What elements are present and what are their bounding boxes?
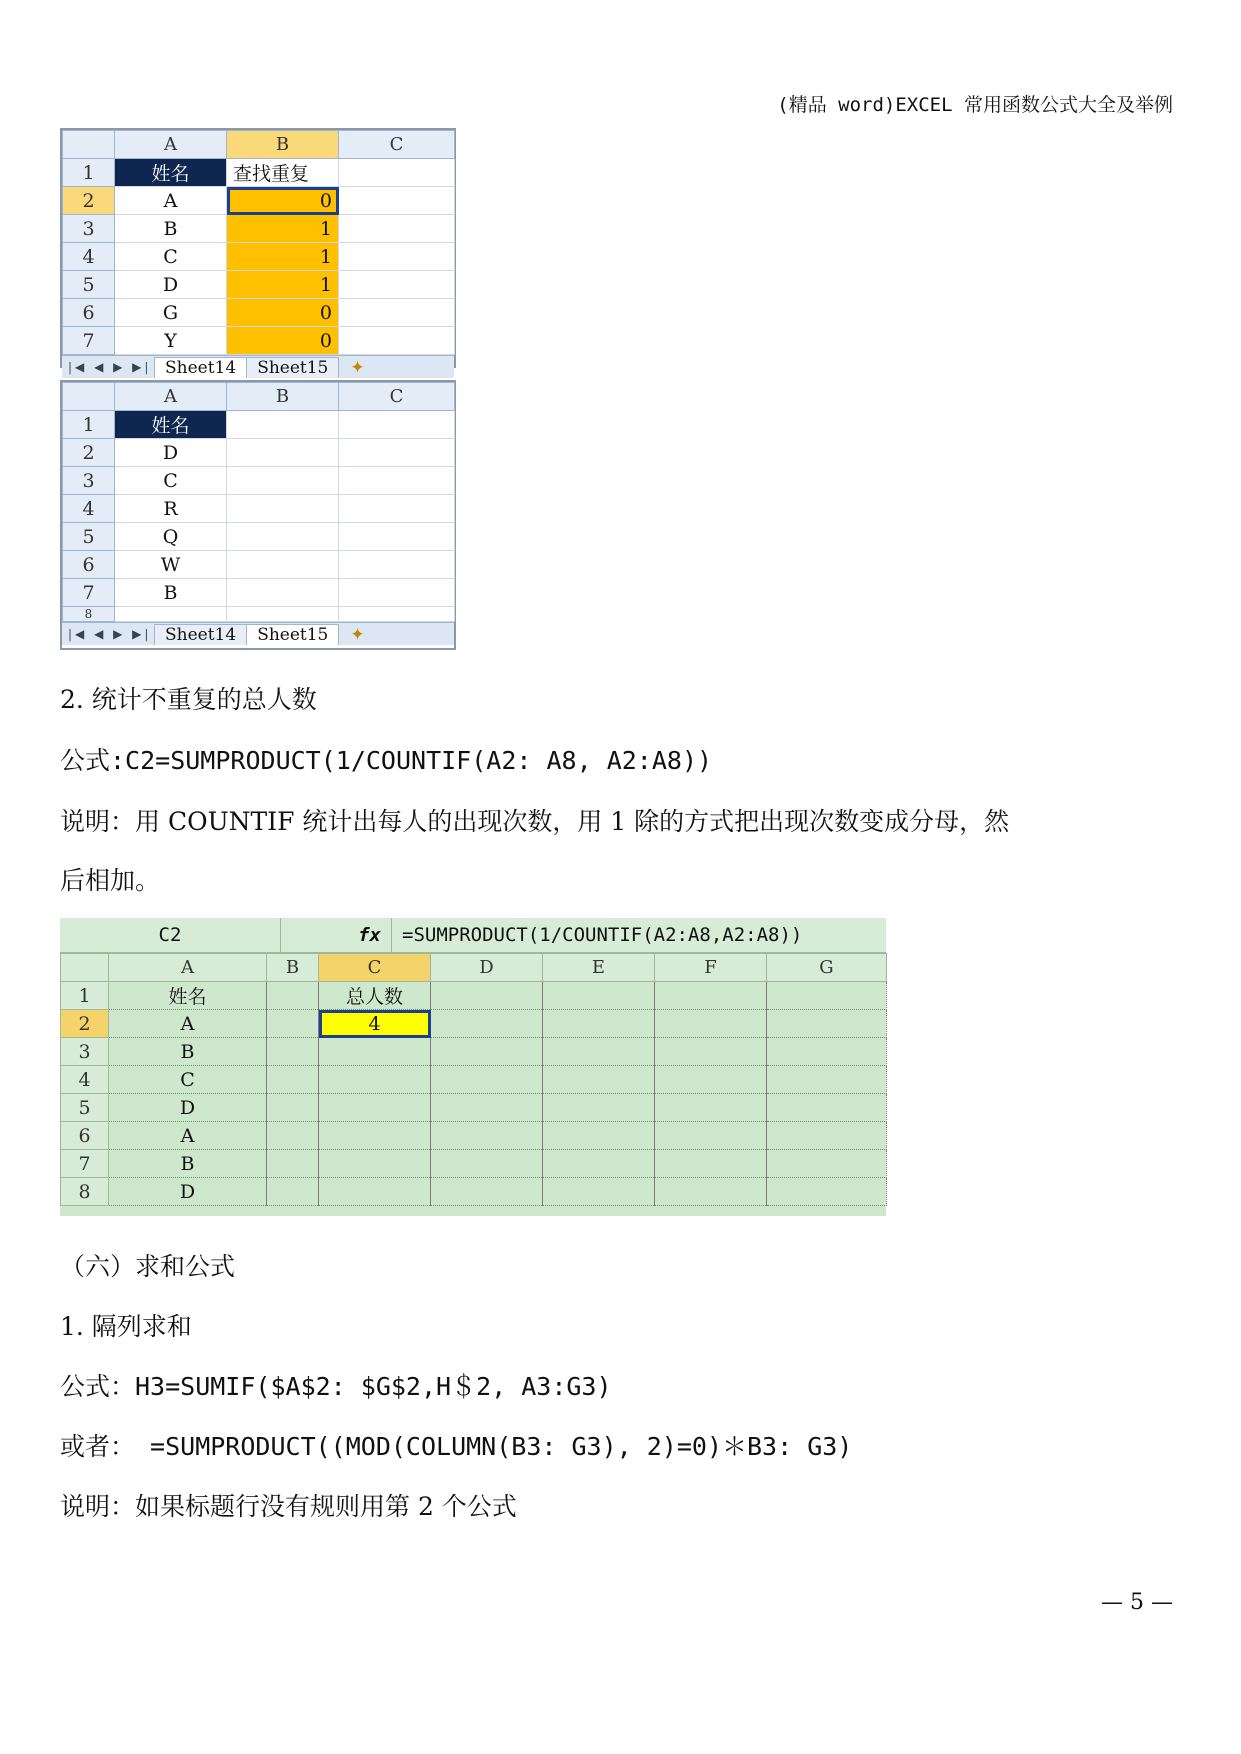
row-header: 3 xyxy=(63,215,115,243)
cell xyxy=(655,1178,767,1206)
col-header-c: C xyxy=(339,131,455,159)
col-header-c: C xyxy=(319,954,431,982)
cell-c xyxy=(339,299,455,327)
cell-a: Y xyxy=(115,327,227,355)
sheet14-grid xyxy=(62,130,455,355)
cell-b xyxy=(227,607,339,622)
cell-a: R xyxy=(115,495,227,523)
cell-b xyxy=(227,411,339,439)
cell-a: C xyxy=(115,467,227,495)
cell xyxy=(655,1122,767,1150)
cell-a: A xyxy=(115,187,227,215)
cell-a xyxy=(115,607,227,622)
page-number: — 5 — xyxy=(1101,1590,1173,1615)
col-header-g: G xyxy=(767,954,887,982)
section2-note-line2: 后相加。 xyxy=(60,866,161,895)
cell-b xyxy=(267,1010,319,1038)
cell-b: 0 xyxy=(227,327,339,355)
cell-a: C xyxy=(115,243,227,271)
tab-sheet14[interactable]: Sheet14 xyxy=(154,624,247,645)
row-header: 1 xyxy=(61,982,109,1010)
cell xyxy=(319,1094,431,1122)
cell xyxy=(767,1066,887,1094)
name-box[interactable]: C2 xyxy=(60,918,281,952)
cell-a: A xyxy=(109,1010,267,1038)
cell xyxy=(543,982,655,1010)
cell-b xyxy=(267,982,319,1010)
tab-sheet15[interactable]: Sheet15 xyxy=(246,357,339,378)
row-header: 4 xyxy=(63,495,115,523)
row-header: 6 xyxy=(63,551,115,579)
cell xyxy=(319,1178,431,1206)
row-header: 7 xyxy=(63,327,115,355)
cell xyxy=(767,1038,887,1066)
cell-a: B xyxy=(115,579,227,607)
col-header-a: A xyxy=(115,383,227,411)
row-header: 6 xyxy=(63,299,115,327)
cell xyxy=(767,1178,887,1206)
cell-c xyxy=(339,271,455,299)
row-header: 5 xyxy=(63,523,115,551)
cell xyxy=(543,1038,655,1066)
cell-b: 1 xyxy=(227,271,339,299)
cell-c xyxy=(339,467,455,495)
cell xyxy=(431,1150,543,1178)
cell-c1: 总人数 xyxy=(319,982,431,1010)
insert-sheet-icon[interactable]: ✦ xyxy=(350,358,365,378)
row-header: 7 xyxy=(63,579,115,607)
col-header-f: F xyxy=(655,954,767,982)
cell xyxy=(767,1150,887,1178)
cell xyxy=(543,1010,655,1038)
page-header: (精品 word)EXCEL 常用函数公式大全及举例 xyxy=(777,94,1173,116)
cell xyxy=(543,1094,655,1122)
cell xyxy=(319,1066,431,1094)
cell xyxy=(655,1150,767,1178)
cell xyxy=(431,1066,543,1094)
cell xyxy=(431,982,543,1010)
cell-c xyxy=(339,187,455,215)
corner-cell xyxy=(63,383,115,411)
cell-b: 1 xyxy=(227,243,339,271)
excel-screenshot-sheet14 xyxy=(60,128,456,378)
corner-cell xyxy=(63,131,115,159)
cell-c xyxy=(339,243,455,271)
cell xyxy=(431,1178,543,1206)
row-header: 5 xyxy=(63,271,115,299)
cell-b xyxy=(227,523,339,551)
cell xyxy=(267,1122,319,1150)
cell-a: W xyxy=(115,551,227,579)
cell-c xyxy=(339,439,455,467)
cell-c xyxy=(339,523,455,551)
cell-c xyxy=(339,215,455,243)
cell xyxy=(543,1122,655,1150)
row-header: 1 xyxy=(63,159,115,187)
cell xyxy=(655,982,767,1010)
cell xyxy=(767,1122,887,1150)
excel-screenshot-sumproduct xyxy=(60,918,886,1216)
cell xyxy=(767,1010,887,1038)
cell xyxy=(431,1094,543,1122)
cell-b xyxy=(227,551,339,579)
cell-a: D xyxy=(109,1094,267,1122)
cell-b xyxy=(227,467,339,495)
cell xyxy=(267,1038,319,1066)
sheet-tab-bar xyxy=(62,355,454,378)
cell xyxy=(767,1094,887,1122)
row-header: 5 xyxy=(61,1094,109,1122)
cell-a: B xyxy=(109,1150,267,1178)
excel-screenshot-sheet15 xyxy=(60,380,456,650)
col-header-e: E xyxy=(543,954,655,982)
cell-a: Q xyxy=(115,523,227,551)
cell-a1: 姓名 xyxy=(109,982,267,1010)
row-header: 1 xyxy=(63,411,115,439)
section6-formula1: 公式：H3=SUMIF($A$2: $G$2,H＄2, A3:G3) xyxy=(60,1372,612,1401)
col-header-b: B xyxy=(227,383,339,411)
section6-title: （六）求和公式 xyxy=(60,1252,236,1281)
col-header-a: A xyxy=(115,131,227,159)
cell xyxy=(267,1178,319,1206)
cell xyxy=(655,1038,767,1066)
sheet-tab-bar xyxy=(62,622,454,645)
cell-a: D xyxy=(109,1178,267,1206)
tab-sheet15[interactable]: Sheet15 xyxy=(246,624,339,645)
cell xyxy=(431,1038,543,1066)
cell xyxy=(655,1094,767,1122)
cell-a: G xyxy=(115,299,227,327)
cell-b: 1 xyxy=(227,215,339,243)
cell-b xyxy=(227,495,339,523)
cell-a: D xyxy=(115,439,227,467)
cell-a: C xyxy=(109,1066,267,1094)
col-header-b: B xyxy=(227,131,339,159)
row-header: 8 xyxy=(63,607,115,622)
cell-c xyxy=(339,579,455,607)
cell xyxy=(543,1150,655,1178)
section2-formula: 公式:C2=SUMPRODUCT(1/COUNTIF(A2: A8, A2:A8)) xyxy=(60,746,713,775)
corner-cell xyxy=(61,954,109,982)
tab-sheet14[interactable]: Sheet14 xyxy=(154,357,247,378)
cell-b xyxy=(227,579,339,607)
cell xyxy=(431,1122,543,1150)
sheet15-grid xyxy=(62,382,455,622)
insert-sheet-icon[interactable]: ✦ xyxy=(350,625,365,645)
cell-a: D xyxy=(115,271,227,299)
section2-title: 2. 统计不重复的总人数 xyxy=(60,685,317,714)
row-header: 2 xyxy=(63,187,115,215)
cell-c xyxy=(339,495,455,523)
formula-bar xyxy=(60,918,886,953)
cell xyxy=(267,1066,319,1094)
col-header-a: A xyxy=(109,954,267,982)
cell xyxy=(543,1178,655,1206)
cell xyxy=(267,1150,319,1178)
cell-c xyxy=(339,327,455,355)
cell xyxy=(267,1094,319,1122)
formula-input[interactable]: =SUMPRODUCT(1/COUNTIF(A2:A8,A2:A8)) xyxy=(402,924,803,946)
cell-c xyxy=(339,607,455,622)
cell-a: A xyxy=(109,1122,267,1150)
row-header: 4 xyxy=(63,243,115,271)
cell-a1: 姓名 xyxy=(115,411,227,439)
cell-b: 0 xyxy=(227,299,339,327)
tab-nav-arrows[interactable]: |◀ ◀ ▶ ▶| xyxy=(68,360,152,374)
row-header: 6 xyxy=(61,1122,109,1150)
col-header-b: B xyxy=(267,954,319,982)
row-header: 2 xyxy=(63,439,115,467)
col-header-d: D xyxy=(431,954,543,982)
cell-c1 xyxy=(339,159,455,187)
tab-nav-arrows[interactable]: |◀ ◀ ▶ ▶| xyxy=(68,627,152,641)
col-header-c: C xyxy=(339,383,455,411)
sumproduct-grid xyxy=(60,953,887,1206)
row-header: 3 xyxy=(63,467,115,495)
cell xyxy=(319,1150,431,1178)
cell xyxy=(431,1010,543,1038)
cell-b-active: 0 xyxy=(227,187,339,215)
cell-c2-active: 4 xyxy=(319,1010,431,1038)
cell xyxy=(655,1066,767,1094)
cell-c xyxy=(339,551,455,579)
row-header: 2 xyxy=(61,1010,109,1038)
cell-b1: 查找重复 xyxy=(227,159,339,187)
cell-a: B xyxy=(115,215,227,243)
section6-note: 说明：如果标题行没有规则用第 2 个公式 xyxy=(60,1492,517,1521)
cell-c xyxy=(339,411,455,439)
cell-a: B xyxy=(109,1038,267,1066)
cell xyxy=(655,1010,767,1038)
section6-sub1: 1. 隔列求和 xyxy=(60,1312,192,1341)
cell xyxy=(543,1066,655,1094)
cell-a1: 姓名 xyxy=(115,159,227,187)
cell-b xyxy=(227,439,339,467)
cell xyxy=(319,1038,431,1066)
row-header: 3 xyxy=(61,1038,109,1066)
cell xyxy=(767,982,887,1010)
fx-icon[interactable]: fx xyxy=(281,918,392,952)
section2-note-line1: 说明：用 COUNTIF 统计出每人的出现次数，用 1 除的方式把出现次数变成分母，然 xyxy=(60,807,1010,836)
section6-formula2: 或者： =SUMPRODUCT((MOD(COLUMN(B3: G3), 2)=0)＊B3: G3) xyxy=(60,1432,853,1461)
row-header: 4 xyxy=(61,1066,109,1094)
cell xyxy=(319,1122,431,1150)
row-header: 7 xyxy=(61,1150,109,1178)
row-header: 8 xyxy=(61,1178,109,1206)
